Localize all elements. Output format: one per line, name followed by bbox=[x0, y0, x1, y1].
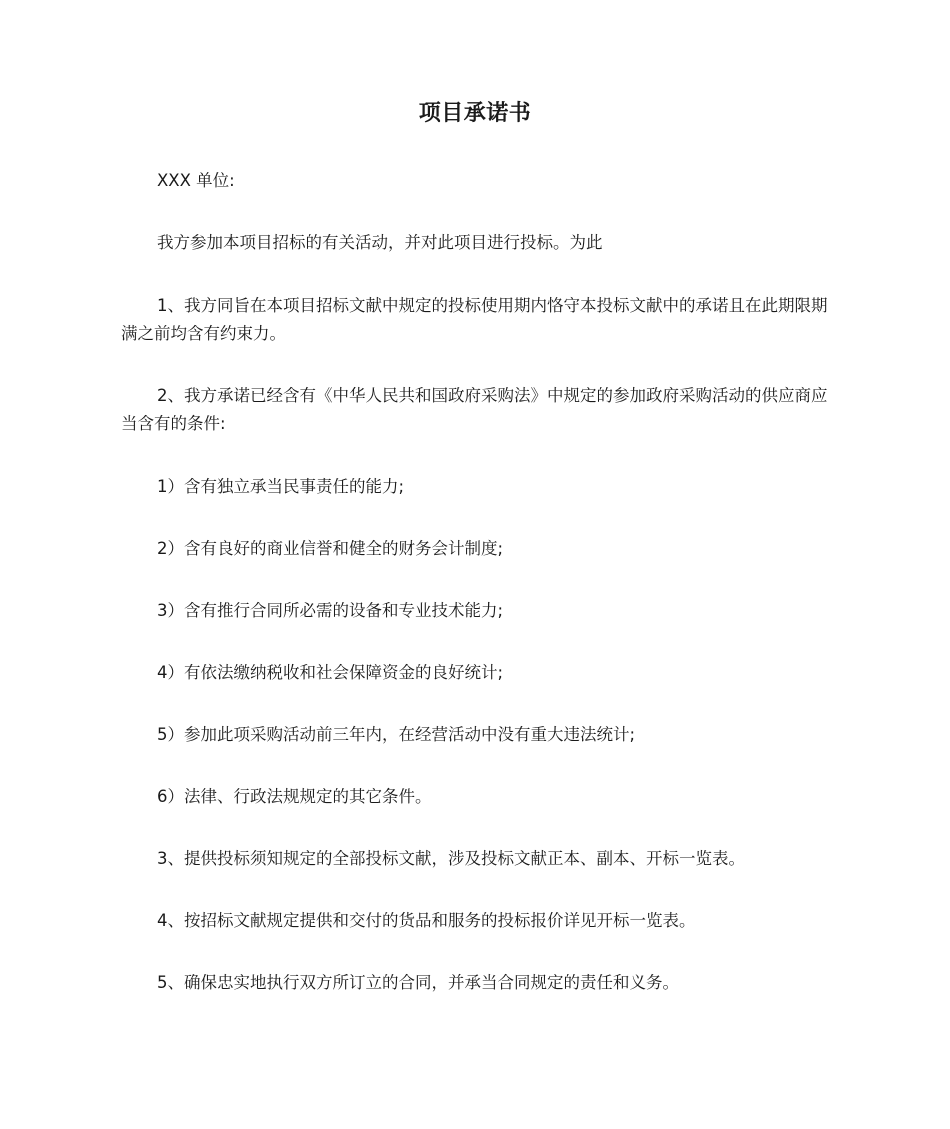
intro-paragraph: 我方参加本项目招标的有关活动，并对此项目进行投标。为此 bbox=[157, 233, 603, 252]
condition-item-1: 1）含有独立承当民事责任的能力; bbox=[157, 477, 405, 496]
commitment-item-4: 4、按招标文献规定提供和交付的货品和服务的投标报价详见开标一览表。 bbox=[157, 911, 696, 930]
salutation: XXX 单位: bbox=[157, 171, 235, 190]
page-title: 项目承诺书 bbox=[418, 101, 532, 126]
condition-item-6: 6）法律、行政法规规定的其它条件。 bbox=[157, 787, 432, 806]
commitment-item-3: 3、提供投标须知规定的全部投标文献，涉及投标文献正本、副本、开标一览表。 bbox=[157, 849, 745, 868]
condition-item-3: 3）含有推行合同所必需的设备和专业技术能力; bbox=[157, 601, 504, 620]
condition-item-5: 5）参加此项采购活动前三年内，在经营活动中没有重大违法统计; bbox=[157, 725, 636, 744]
commitment-item-1: 1、我方同旨在本项目招标文献中规定的投标使用期内恪守本投标文献中的承诺且在此期限期满之前均含有约束力。 bbox=[121, 296, 828, 343]
condition-item-4: 4）有依法缴纳税收和社会保障资金的良好统计; bbox=[157, 663, 504, 682]
commitment-item-5: 5、确保忠实地执行双方所订立的合同，并承当合同规定的责任和义务。 bbox=[157, 973, 679, 992]
commitment-item-2: 2、我方承诺已经含有《中华人民共和国政府采购法》中规定的参加政府采购活动的供应商应当含有的条件: bbox=[121, 386, 828, 433]
condition-item-2: 2）含有良好的商业信誉和健全的财务会计制度; bbox=[157, 539, 504, 558]
